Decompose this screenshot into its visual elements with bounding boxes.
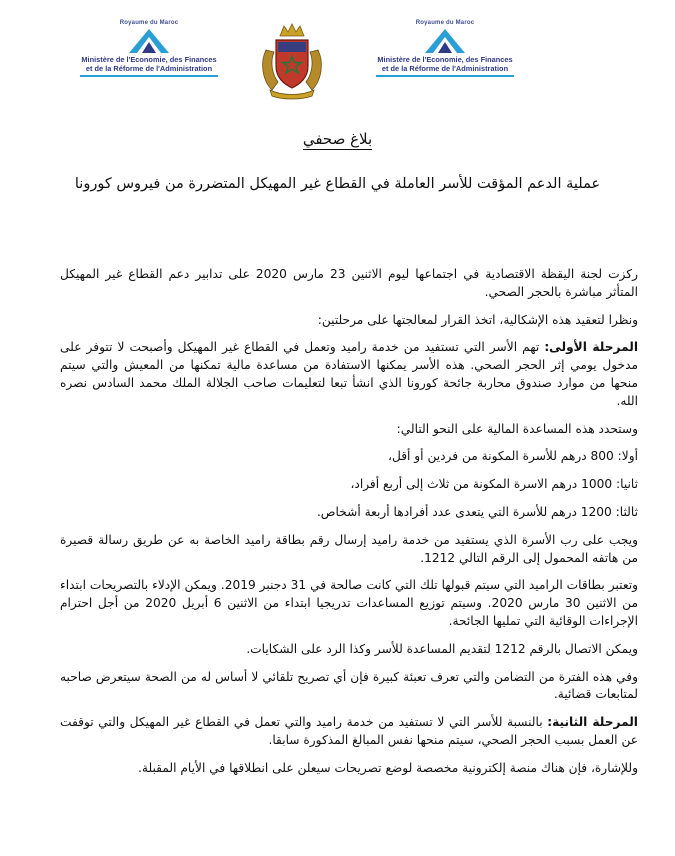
paragraph	[60, 760, 638, 778]
ministry-name	[377, 55, 512, 73]
paragraph	[60, 577, 638, 630]
list-item	[60, 504, 638, 522]
kingdom-label: Royaume du Maroc	[119, 20, 179, 26]
paragraph	[60, 421, 638, 439]
document-title-text: بلاغ صحفي	[302, 130, 373, 148]
paragraph-text: وستحدد هذه المساعدة المالية على النحو التالي:	[396, 421, 638, 436]
paragraph-text: أولا: 800 درهم للأسرة المكونة من فردين أو أقل،	[388, 449, 638, 464]
document-title	[0, 130, 675, 148]
ministry-logo-left	[74, 14, 224, 94]
paragraph-text: وفي هذه الفترة من التضامن والتي تعرف تعبئة كبيرة فإن أي تصريح تلقائي لا أساس له من الصحة سيتعرض صاحبه لمتابعات قضائية.	[60, 669, 638, 702]
paragraph	[60, 266, 638, 302]
logo-rule	[376, 75, 514, 77]
ministry-logo-right	[370, 14, 520, 94]
paragraph-text: وللإشارة، فإن هناك منصة إلكترونية مخصصة لوضع تصريحات سيعلن على انطلاقها في الأيام المقبلة.	[138, 760, 638, 775]
paragraph-text: ثالثا: 1200 درهم للأسرة التي يتعدى عدد أفرادها أربعة أشخاص.	[316, 504, 638, 519]
phase-one-label: المرحلة الأولى:	[544, 340, 638, 355]
paragraph	[60, 641, 638, 659]
paragraph	[60, 714, 638, 750]
ministry-triangle-logo-icon	[127, 28, 171, 54]
list-item	[60, 476, 638, 494]
paragraph-text: بالنسبة للأسر التي لا تستفيد من خدمة راميد والتي تعمل في القطاع غير المهيكل والتي توقفت عن العمل بسبب الحجر الصحي، سيتم منحها نفس المبالغ المذكورة سابقا.	[60, 715, 638, 747]
paragraph-text: ويجب على رب الأسرة الذي يستفيد من خدمة راميد إرسال رقم بطاقة راميد الخاصة به عن طريق رسالة قصيرة من هاتفه المحمول إلى الرقم التالي 1212.	[60, 532, 638, 565]
ministry-triangle-logo-icon	[423, 28, 467, 54]
document-subtitle: عملية الدعم المؤقت للأسر العاملة في القطاع غير المهيكل المتضررة من فيروس كورونا	[74, 176, 601, 192]
paragraph-text: ركزت لجنة اليقظة الاقتصادية في اجتماعها ليوم الاثنين 23 مارس 2020 على تدابير دعم القطاع غير المهيكل المتأثر مباشرة بالحجر الصحي.	[60, 267, 638, 299]
phase-two-label: المرحلة الثانية:	[547, 715, 638, 730]
ministry-name-line2: et de la Réforme de l'Administration	[381, 64, 509, 73]
letterhead	[0, 14, 675, 100]
paragraph-text: ونظرا لتعقيد هذه الإشكالية، اتخذ القرار لمعالجتها على مرحلتين:	[317, 312, 638, 327]
paragraph	[60, 532, 638, 568]
ministry-name-line2: et de la Réforme de l'Administration	[85, 64, 213, 73]
paragraph-text: تهم الأسر التي تستفيد من خدمة راميد وتعمل في القطاع غير المهيكل وأصبحت لا تتوفر على مدخول يومي إثر الحجر الصحي. هذه الأسر يمكنها الاستفادة من مساعدة مالية تمكنها من المعيش والتي سيتم منحها من موارد صندوق محاربة جائحة كورونا الذي انشأ تبعا لتعليمات صاحب الجلالة الملك محمد السادس نصره الله.	[60, 340, 638, 408]
paragraph	[60, 669, 638, 705]
logo-rule	[80, 75, 218, 77]
kingdom-label: Royaume du Maroc	[415, 20, 475, 26]
paragraph-text: وتعتبر بطاقات الراميد التي سيتم قبولها تلك التي كانت صالحة في 31 دجنبر 2019. ويمكن الإدلاء بالتصريحات ابتداء من الاثنين 30 مارس 2020. وسيتم توزيع المساعدات تدريجيا ابتداء من الاثنين 6 أبريل 2020 من أجل احترام الإجراءات الوقائية التي تمليها الجائحة.	[60, 578, 638, 628]
list-item	[60, 448, 638, 466]
paragraph	[60, 339, 638, 410]
body-text	[60, 266, 638, 788]
paragraph-text: ويمكن الاتصال بالرقم 1212 لتقديم المساعدة للأسر وكذا الرد على الشكايات.	[246, 641, 638, 656]
ministry-name-line1: Ministère de l'Economie, des Finances	[377, 55, 513, 64]
paragraph-text: ثانيا: 1000 درهم الاسرة المكونة من ثلاث إلى أربع أفراد،	[350, 477, 638, 492]
paragraph	[60, 312, 638, 330]
coat-of-arms-icon	[256, 22, 328, 100]
ministry-name	[81, 55, 216, 73]
ministry-name-line1: Ministère de l'Economie, des Finances	[81, 55, 217, 64]
